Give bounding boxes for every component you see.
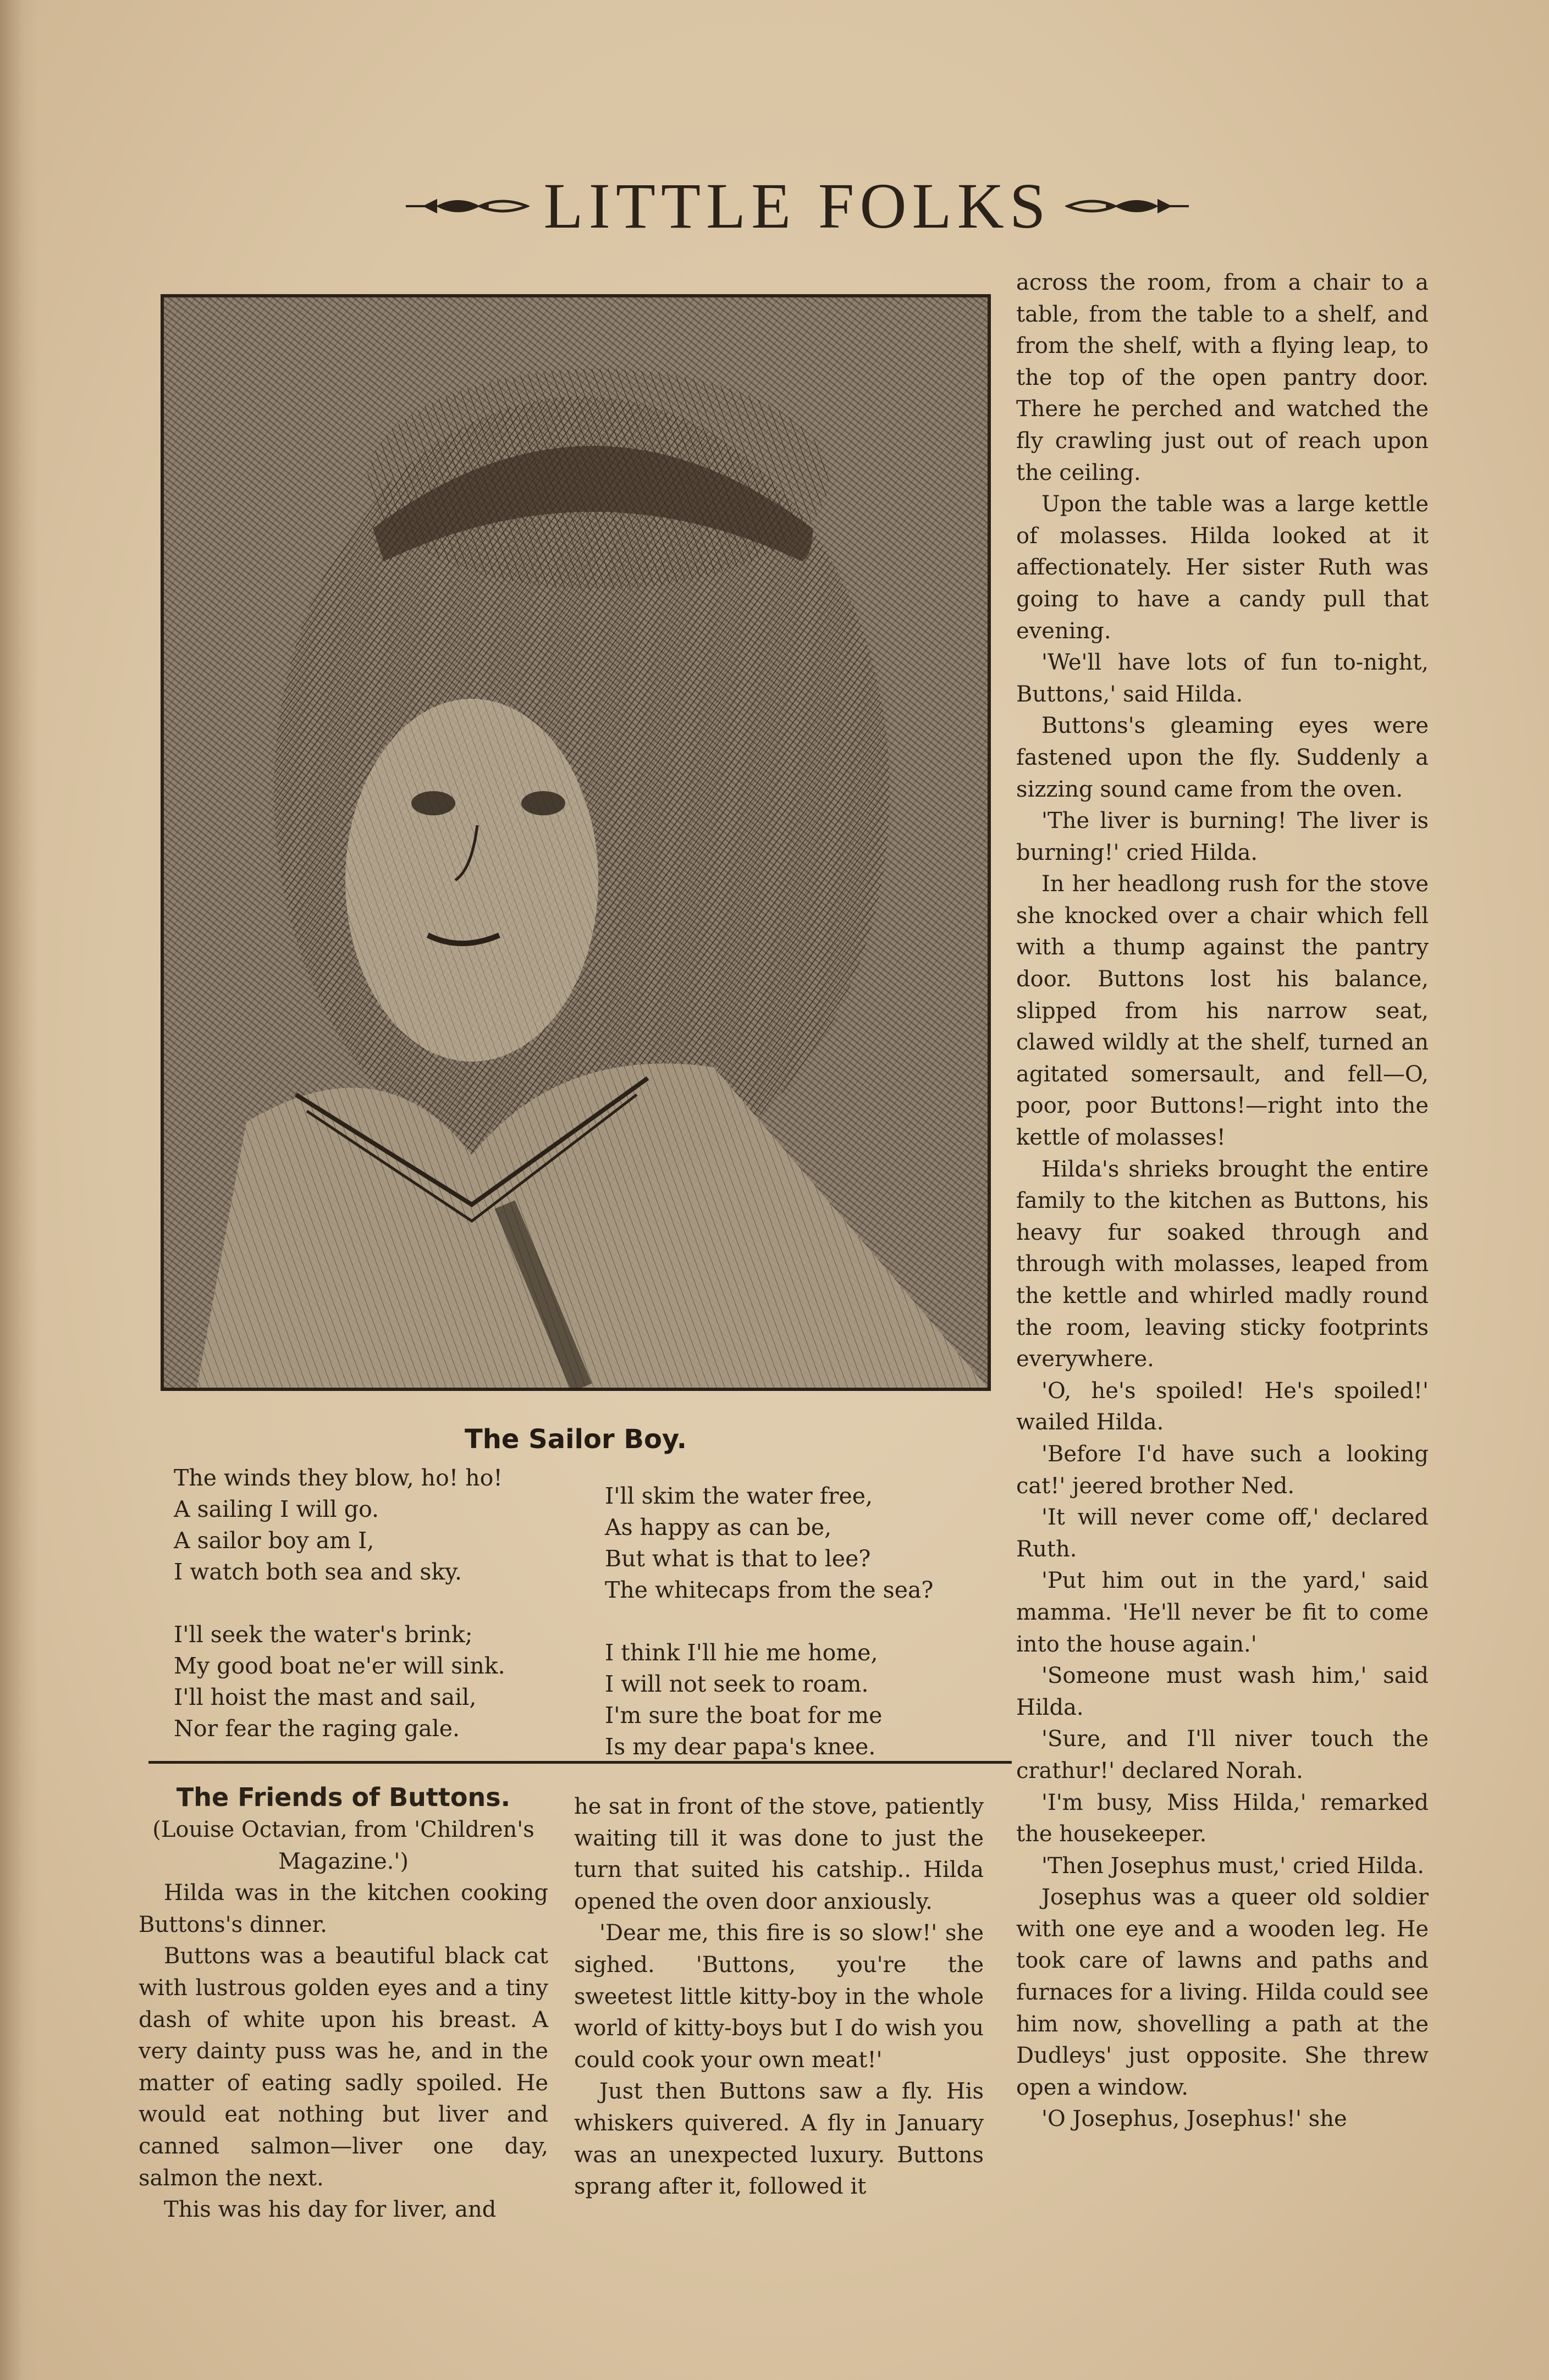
poem-stanza [605,1481,1012,1606]
story-paragraph: 'O Josephus, Josephus!' she [1041,2106,1347,2132]
story-paragraph: 'Before I'd have such a looking cat!' jeered brother Ned. [1016,1441,1429,1499]
story-credit: (Louise Octavian, from 'Children's Magazine.') [152,1817,534,1874]
poem-line: The whitecaps from the sea? [605,1577,934,1603]
engraving-portrait [161,294,991,1391]
poem-line: I'll seek the water's brink; [174,1621,473,1648]
story-paragraph: Buttons was a beautiful black cat with lustrous golden eyes and a tiny dash of white upon his breast. A very dainty puss was he, and in the matter of eating sadly spoiled. He would eat nothing but liver and canned salmon—liver one day, salmon the next. [139,1943,548,2191]
poem-line: I watch both sea and sky. [174,1559,462,1585]
poem-line: My good boat ne'er will sink. [174,1653,505,1679]
poem-line: I will not seek to roam. [605,1671,869,1697]
poem-title: The Sailor Boy. [464,1424,687,1455]
story-paragraph: he sat in front of the stove, patiently waiting till it was done to just the turn that suited his catship.. Hilda opened the oven door anxiously. [574,1794,984,1914]
story-paragraph: 'Dear me, this fire is so slow!' she sighed. 'Buttons, you're the sweetest little kitty-boy in the whole world of kitty-boys but I do wish you could cook your own meat!' [574,1920,984,2073]
poem-line: Nor fear the raging gale. [174,1715,460,1742]
story-paragraph: 'Put him out in the yard,' said mamma. 'He'll never be fit to come into the house again.' [1016,1568,1429,1657]
poem-stanza [174,1462,581,1588]
poem-line: Is my dear papa's knee. [605,1733,876,1760]
poem-line: But what is that to lee? [605,1545,871,1572]
masthead [330,165,1265,247]
poem-right-column [605,1481,1012,1794]
masthead-title: LITTLE FOLKS [543,170,1051,242]
story-column-3 [1016,267,1429,2135]
poem-stanza [174,1619,581,1744]
story-paragraph: In her headlong rush for the stove she knocked over a chair which fell with a thump against the pantry door. Buttons lost his balance, slipped from his narrow seat, clawed wildly at the shelf, turned an agitated somersault, and fell—O, poor, poor Buttons!—right into the kettle of molasses! [1016,871,1429,1151]
poem-line: I think I'll hie me home, [605,1639,878,1666]
left-flourish-icon [403,190,530,223]
story-paragraph: 'It will never come off,' declared Ruth. [1016,1505,1429,1562]
story-paragraph: 'We'll have lots of fun to-night, Buttons,' said Hilda. [1016,650,1429,707]
poem-line: The winds they blow, ho! ho! [174,1465,503,1491]
story-paragraph: 'I'm busy, Miss Hilda,' remarked the housekeeper. [1016,1790,1429,1847]
poem-line: As happy as can be, [605,1514,832,1540]
story-paragraph: 'O, he's spoiled! He's spoiled!' wailed Hilda. [1016,1378,1429,1435]
engraving-portrait-icon [164,297,988,1388]
story-paragraph: 'Then Josephus must,' cried Hilda. [1041,1853,1424,1879]
poem-line: A sailor boy am I, [174,1527,374,1554]
binding-edge [0,0,38,2380]
story-paragraph: Josephus was a queer old soldier with one eye and a wooden leg. He took care of lawns and paths and furnaces for a living. Hilda could see him now, shovelling a path at the Dudleys' just opposite. She threw open a window. [1016,1885,1429,2100]
story-paragraph: 'The liver is burning! The liver is burning!' cried Hilda. [1016,808,1429,865]
story-paragraph: Hilda was in the kitchen cooking Buttons's dinner. [139,1880,548,1937]
story-title: The Friends of Buttons. [176,1782,511,1812]
story-paragraph: 'Someone must wash him,' said Hilda. [1016,1663,1429,1720]
story-column-1 [139,1780,548,2226]
story-paragraph: Just then Buttons saw a fly. His whiskers quivered. A fly in January was an unexpected luxury. Buttons sprang after it, followed it [574,2079,984,2200]
section-divider [148,1761,1012,1764]
story-column-2 [574,1791,984,2203]
story-paragraph: across the room, from a chair to a table, from the table to a shelf, and from the shelf, with a flying leap, to the top of the open pantry door. There he perched and watched the fly crawling just out of reach upon the ceiling. [1016,270,1429,485]
poem-left-column [174,1462,581,1776]
poem-line: A sailing I will go. [174,1496,379,1522]
poem-stanza [605,1637,1012,1763]
poem-line: I'll hoist the mast and sail, [174,1684,477,1710]
story-paragraph: This was his day for liver, and [164,2197,497,2223]
right-flourish-icon [1065,190,1192,223]
story-paragraph: Upon the table was a large kettle of molasses. Hilda looked at it affectionately. Her sister Ruth was going to have a candy pull that evening. [1016,492,1429,644]
story-paragraph: Hilda's shrieks brought the entire family to the kitchen as Buttons, his heavy fur soaked through and through with molasses, leaped from the kettle and whirled madly round the room, leaving sticky footprints everywhere. [1016,1156,1429,1372]
poem-line: I'll skim the water free, [605,1483,873,1509]
poem-line: I'm sure the boat for me [605,1702,883,1729]
story-paragraph: Buttons's gleaming eyes were fastened upon the fly. Suddenly a sizzing sound came from the oven. [1016,713,1429,802]
story-paragraph: 'Sure, and I'll niver touch the crathur!' declared Norah. [1016,1726,1429,1783]
